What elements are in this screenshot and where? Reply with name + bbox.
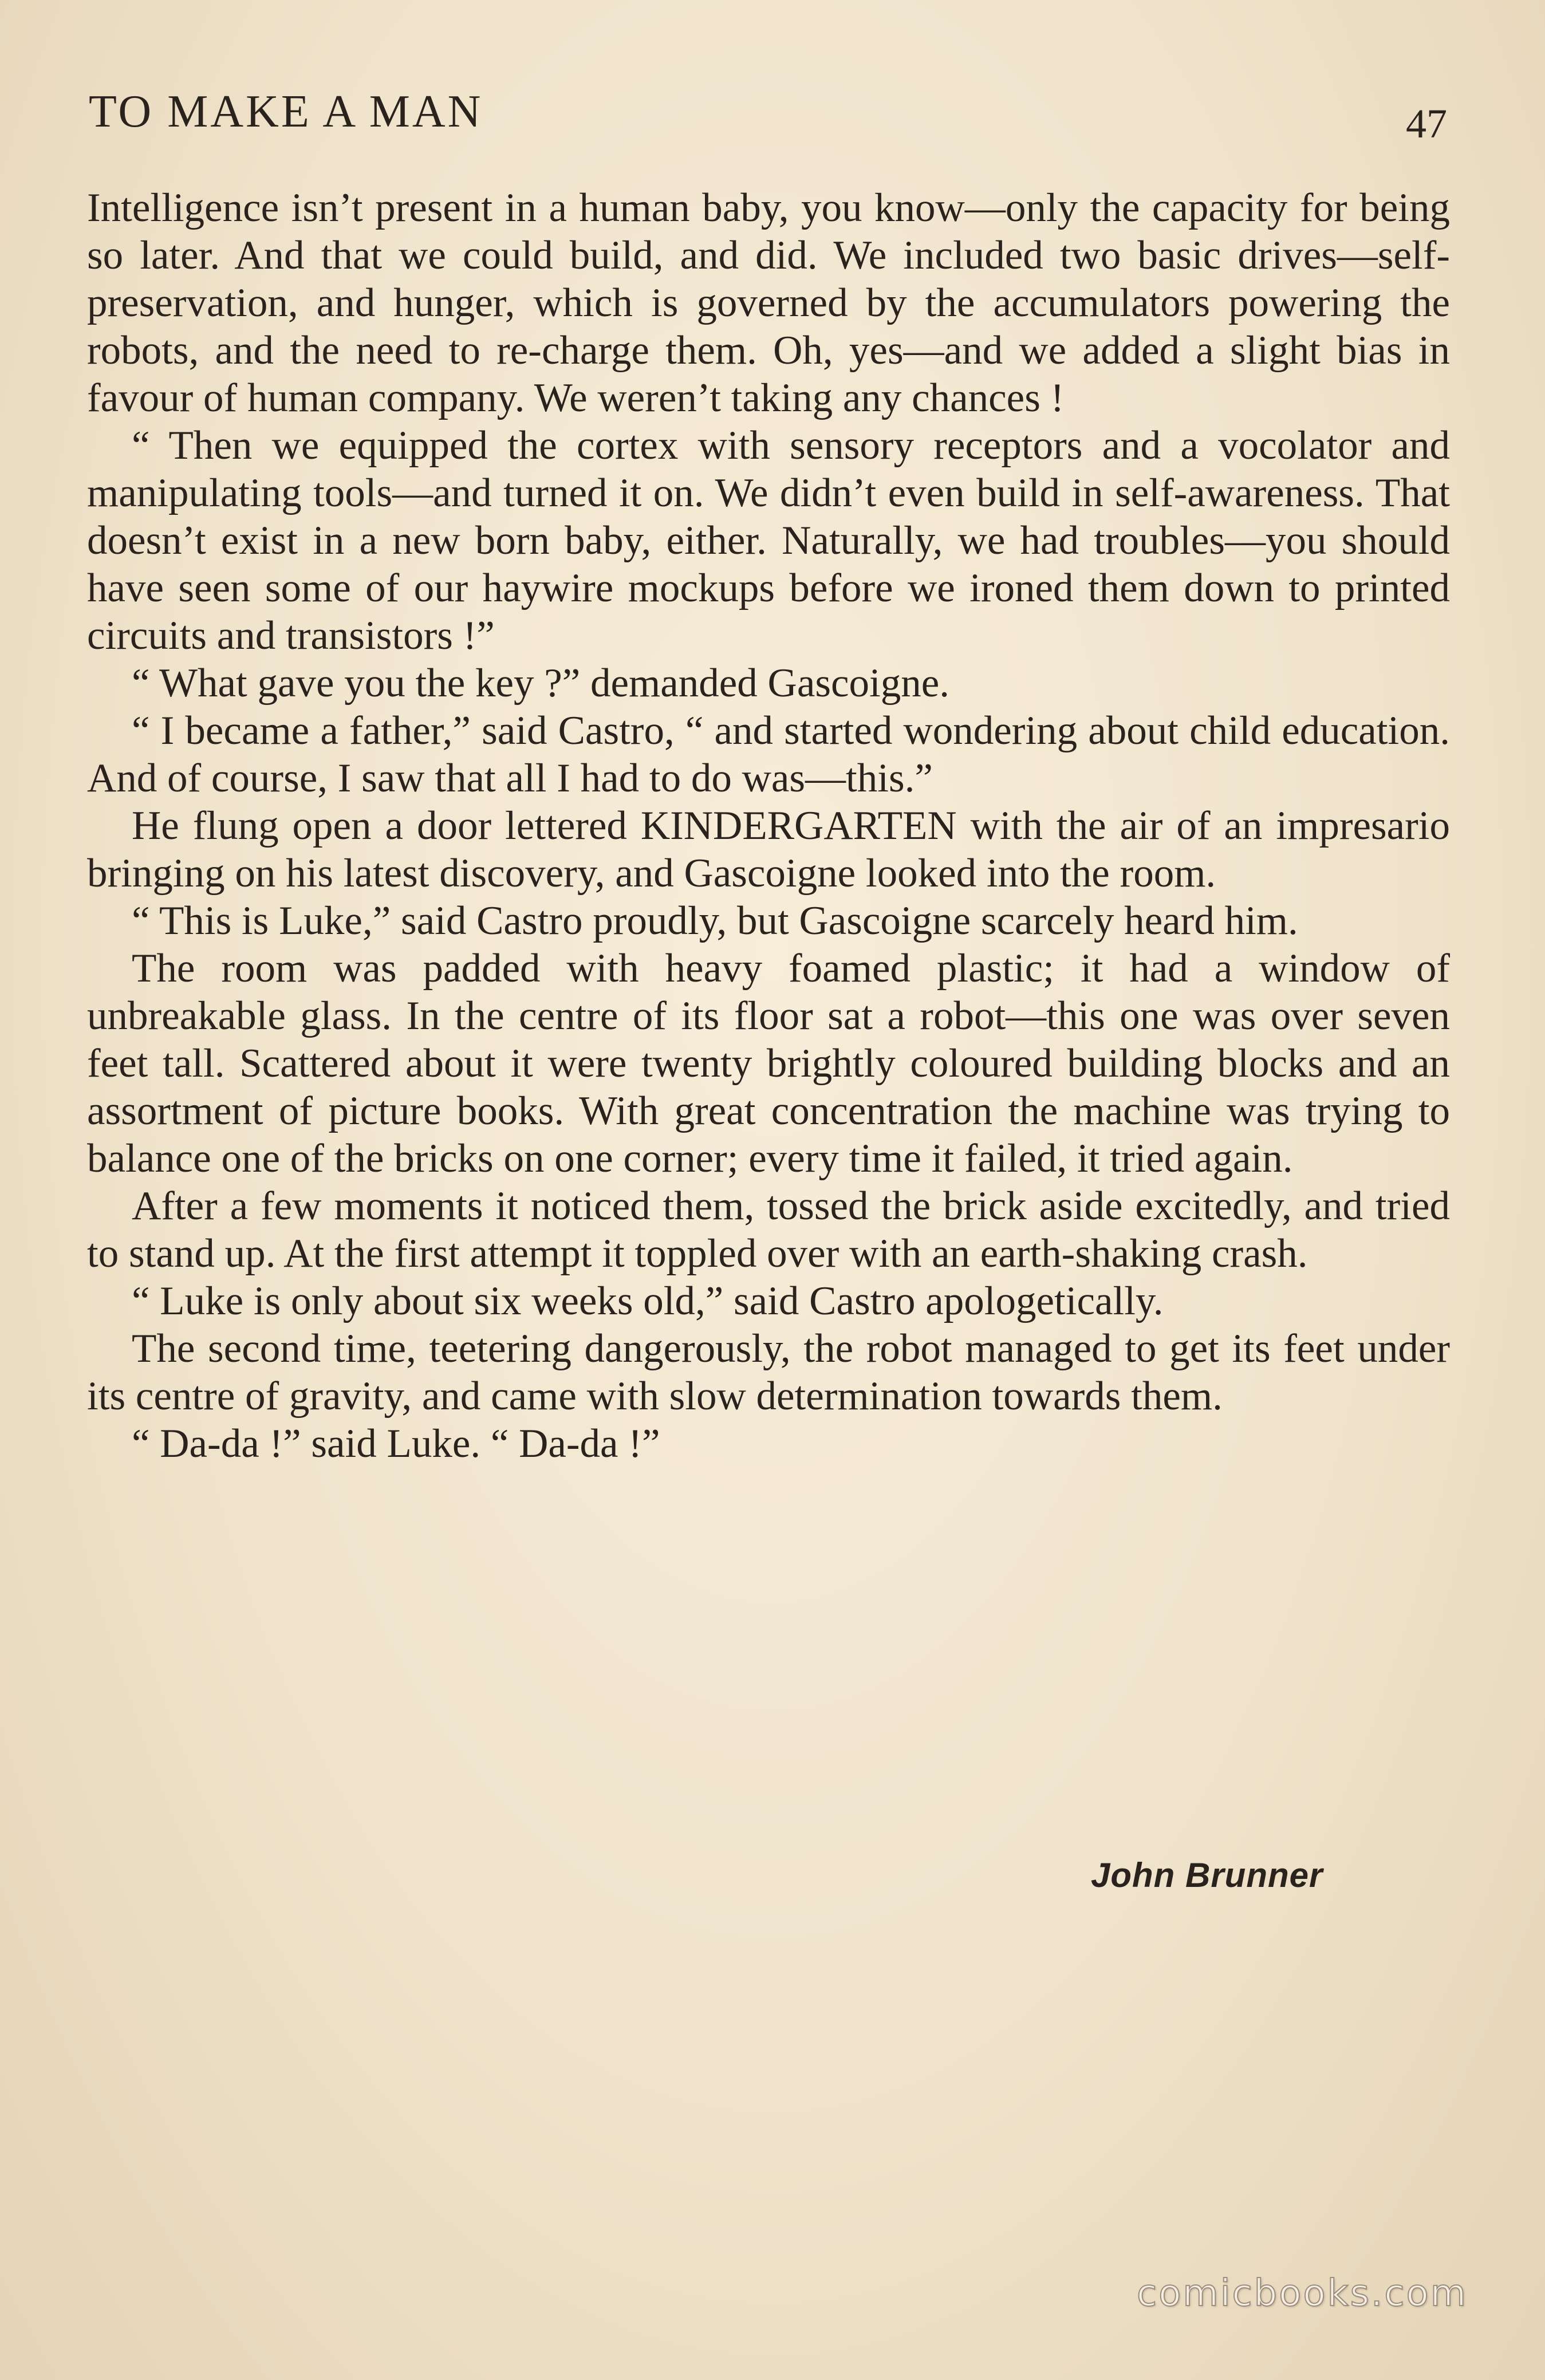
paragraph: The room was padded with heavy foamed plastic; it had a window of unbreakable glass. In the centre of its floor sat a robot—this one was over seven feet tall. Scattered about it were twenty brightly coloured building blocks and an assortment of picture books. With great concentration the machine was trying to balance one of the bricks on one corner; every time it failed, it tried again. xyxy=(87,946,1450,1181)
paragraph: “ I became a father,” said Castro, “ and started wondering about child education. And of course, I saw that all I had to do was—this.” xyxy=(87,708,1450,801)
paragraph: “ Luke is only about six weeks old,” said Castro apologetically. xyxy=(132,1279,1164,1323)
paragraph: Intelligence isn’t present in a human baby, you know—only the capacity for being so later. And that we could build, and did. We included two basic drives—self-preservation, and hunger, which is governed by the accumulators powering the robots, and the need to re-charge them. Oh, yes—and we added a slight bias in favour of human company. We weren’t taking any chances ! xyxy=(87,186,1450,420)
paragraph: He flung open a door lettered KINDERGARTEN with the air of an impresario bringing on his latest discovery, and Gascoigne looked into the room. xyxy=(87,803,1450,896)
paragraph: “ What gave you the key ?” demanded Gascoigne. xyxy=(132,661,949,706)
paragraph: After a few moments it noticed them, tossed the brick aside excitedly, and tried to stand up. At the first attempt it toppled over with an earth-shaking crash. xyxy=(87,1184,1450,1276)
paragraph: The second time, teetering dangerously, the robot managed to get its feet under its centre of gravity, and came with slow determination towards them. xyxy=(87,1326,1450,1418)
paragraph: “ Then we equipped the cortex with sensory receptors and a vocolator and manipulating tools—and turned it on. We didn’t even build in self-awareness. That doesn’t exist in a new born baby, either. Naturally, we had troubles—you should have seen some of our haywire mockups before we ironed them down to printed circuits and transistors !” xyxy=(87,423,1450,658)
watermark: comicbooks.com xyxy=(1137,2272,1468,2315)
page-number: 47 xyxy=(1406,101,1447,147)
author-byline: John Brunner xyxy=(1091,1856,1323,1894)
story-body xyxy=(87,184,1450,1468)
running-title: TO MAKE A MAN xyxy=(89,86,483,137)
paragraph: “ This is Luke,” said Castro proudly, but Gascoigne scarcely heard him. xyxy=(132,899,1298,943)
paragraph: “ Da-da !” said Luke. “ Da-da !” xyxy=(132,1421,660,1466)
